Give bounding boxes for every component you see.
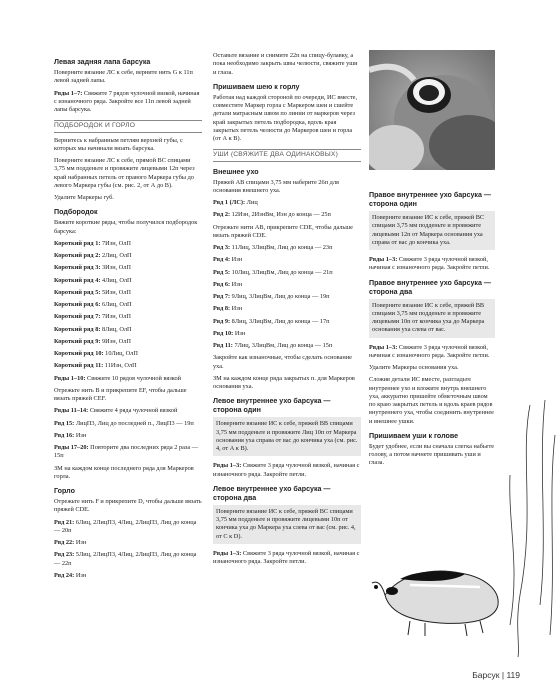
row-text: Свяжите 3 ряда чулочной вязкой, начиная с изнаночного ряда. Закройте петли. [213,462,360,478]
row-text: 7Изн, ОлП [100,239,131,247]
row-label: Короткий ряд 6: [54,301,101,308]
badger-photo [369,50,495,170]
row-label: Ряд 22: [54,539,75,546]
row-label: Короткий ряд 5: [54,288,101,296]
row-text: 12Изн, 2ИзнВм, Изн до конца — 25п [230,211,331,219]
row-label: Короткий ряд 1: [54,239,101,247]
row-instruction [213,462,361,479]
paragraph: Оставьте вязание и снимите 22п на спицу-булавку, а пока необходимо закрыть швы челюсти, свяжите уши и глаза. [213,52,358,76]
paragraph: Отрежьте нити АВ, прикрепите CDE, чтобы дальше вязать пряжей CDE. [213,223,353,239]
row-instruction [213,269,361,277]
subheading: Левое внутреннее ухо барсука — сторона один [213,397,331,415]
paragraph: ЗМ на каждом конце ряда закрытых п. для Маркеров основания уха. [213,374,355,390]
row-text: 9Изн, ОлП [100,337,131,345]
row-instruction [54,519,202,536]
row-label: Ряд 23: [54,551,75,559]
row-text: 5Лиц, 2ЛицП3, 4Лиц, 2ЛицП3, Лиц до конца — 22п [54,551,197,567]
paragraph: Будет удобнее, если вы сначала слегка набьете голову, а потом начнете пришивать уши и глаза. [369,442,495,467]
paragraph: Отрежьте нить B и прикрепите EF, чтобы дальше вязать пряжей CEF. [54,386,187,402]
row-text: 9Лиц, 3ЛицВм, Лиц до конца — 19п [230,293,330,300]
row-instruction [54,252,202,260]
row-text: Изн [230,305,243,313]
row-text: Изн [230,256,243,264]
paragraph: Поверните вязание ЛС к себе, прямой ВС спицами 3,75 мм подденьте и провяжите лицевыми 12п через край набранных петель от правого Маркера губы до левого Маркера губы (см. рис. 2, от А до В). [54,157,195,189]
row-label: Ряды 1–7: [54,89,83,97]
row-instruction [54,572,202,580]
row-text: 4Лиц, ОлП [100,276,132,284]
row-label: Ряд 3: [213,244,231,251]
row-instruction [54,301,202,309]
row-instruction [54,350,202,358]
row-instruction [54,277,202,285]
row-label: Ряды 11–14: [54,407,89,415]
row-text: 11Лиц, 3ЛицВм, Лиц до конца — 23п [230,244,333,251]
row-label: Ряд 9: [213,317,231,325]
row-instruction [213,256,361,264]
row-text: ЛицП3, Лиц до последней п., ЛицП3 — 19п [74,419,194,427]
paragraph: Вернитесь к набранным петлям верхней губы, с которых мы начинали вязать барсука. [54,136,183,152]
paragraph: Пряжей АВ спицами 3,75 мм наберите 26п для основания внешнего уха. [213,178,339,194]
row-text: 2Лиц, ОлП [100,252,132,259]
row-text: 6Лиц, 2ЛицП3, 4Лиц, 2ЛицП3, Лиц до конца — 20п [54,518,197,534]
row-instruction [213,244,361,252]
row-label: Ряд 10: [213,329,234,337]
row-text: 8Лиц, ОлП [100,325,132,333]
row-label: Короткий ряд 10: [54,350,104,357]
row-label: Ряд 21: [54,518,75,526]
row-text: Изн [233,329,246,337]
paragraph: Вяжите короткие ряды, чтобы получился подбородок барсука: [54,219,198,235]
row-text: Свяжите 3 ряда чулочной вязкой, начиная с изнаночного ряда. Закройте петли. [369,256,490,272]
row-text: 10Лиц, 3ЛицВм, Лиц до конца — 21п [230,268,333,276]
row-instruction [369,256,495,273]
instruction-box: Поверните вязание ИС к себе, пряжей ВВ спицами 3,75 мм подденьте и провяжите лицевыми 10п от кончика уха до Маркера основания уха слева от вас. [369,299,495,338]
column-middle [213,52,361,570]
row-text: 8Лиц, 3ЛицВм, Лиц до конца — 17п [230,317,330,325]
paragraph: Отрежьте нить F и прикрепите D, чтобы дальше вязать пряжей CDE. [54,498,202,514]
row-instruction [213,293,361,301]
row-text: Свяжите 3 ряда чулочной вязкой, начиная с изнаночного ряда. Закройте петли. [369,343,490,359]
subheading: Левая задняя лапа барсука [54,58,151,66]
row-label: Ряды 17–20: [54,444,89,451]
row-label: Ряд 11: [213,342,233,349]
row-instruction [54,362,202,370]
row-text: 7Лиц, 3ЛицВм, Лиц до конца — 15п [232,342,333,349]
row-label: Короткий ряд 11: [54,362,104,370]
badger-photo-image [369,50,495,170]
row-label: Короткий ряд 2: [54,252,101,259]
row-instruction [54,326,202,334]
row-instruction [213,550,361,567]
row-label: Ряды 1–3: [213,549,242,557]
column-left [54,52,202,584]
row-label: Короткий ряд 8: [54,325,101,333]
row-instruction [54,407,202,415]
subheading: Подбородок [54,208,98,217]
row-instruction [54,240,202,248]
subheading: Левое внутреннее ухо барсука — сторона два [213,484,331,502]
row-text: Свяжите 4 ряда чулочной вязкой [88,407,178,415]
subheading: Правое внутреннее ухо барсука — сторона два [369,278,491,296]
row-instruction [213,281,361,289]
row-text: Свяжите 10 рядов чулочной вязкой [85,374,182,382]
instruction-box: Поверните вязание ИС к себе, пряжей ВС спицами 3,75 мм подденьте и провяжите лицевыми 12п от Маркера основания уха справа от вас до кончика уха. [369,211,495,250]
row-label: Ряд 8: [213,305,231,313]
subheading: Пришиваем уши к голове [369,431,459,440]
row-label: Ряд 2: [213,211,231,219]
row-label: Ряд 6: [213,280,231,288]
row-instruction [54,551,202,568]
row-label: Ряды 1–3: [213,462,242,470]
row-text: 5Изн, ОлП [100,288,131,296]
row-text: Свяжите 3 ряда чулочной вязкой, начиная с изнаночного ряда. Закройте петли. [213,549,360,565]
row-label: Ряд 24: [54,571,75,579]
row-label: Ряд 5: [213,268,231,276]
row-label: Короткий ряд 7: [54,313,101,321]
row-text: Лиц [245,199,258,206]
row-label: Ряд 1 (ЛС): [213,199,246,206]
page-number: 119 [506,670,520,680]
row-text: 6Лиц, ОлП [100,301,132,308]
row-instruction [54,264,202,272]
row-instruction [54,432,202,440]
row-instruction [213,342,361,350]
row-instruction [54,313,202,321]
row-text: Свяжите 7 рядов чулочной вязкой, начиная с изнаночного ряда. Закройте все 11п левой задней лапы барсука. [54,89,200,113]
row-text: Повторите два последних ряда 2 раза — 15п [54,444,199,460]
row-instruction [54,539,202,547]
subheading: Внешнее ухо [213,167,259,176]
paragraph: ЗМ на каждом конце последнего ряда для Маркеров горла. [54,464,194,480]
row-instruction [54,90,202,115]
badger-sketch [370,395,560,660]
row-instruction [213,199,361,207]
row-label: Ряд 16: [54,431,75,439]
row-text: Изн [74,539,87,546]
row-label: Ряды 1–10: [54,374,86,382]
instruction-box: Поверните вязание ИС к себе, пряжей ВС спицами 3,75 мм подденьте и провяжите лицевыми 10п от кончика уха до Маркера уха слева от вас (см. рис. 4, от С к D). [213,505,361,544]
row-instruction [54,375,202,383]
paragraph: Поверните вязание ЛС к себе, верните нить G к 11п левой задней лапы. [54,69,193,85]
row-instruction [54,289,202,297]
row-instruction [54,338,202,346]
row-label: Ряд 15: [54,419,75,427]
paragraph: Работая над каждой стороной по очереди, ИС вместе, совместите Маркер горла с Маркером шеи и сшейте детали матрасным швом по линии от маркеров через край закрытых петель подбородка, вдоль края закрытых петель челюсти до Маркеров шеи и горла (от А к В). [213,93,358,142]
row-instruction [213,330,361,338]
page-footer [472,670,520,680]
section-heading: УШИ (СВЯЖИТЕ ДВА ОДИНАКОВЫХ) [213,149,361,161]
row-label: Ряд 4: [213,256,231,264]
row-text: Изн [74,431,87,439]
row-instruction [213,211,361,219]
subheading: Пришиваем шею к горлу [213,82,300,91]
row-text: Изн [74,571,87,579]
row-label: Ряды 1–3: [369,343,398,351]
row-text: 7Изн, ОлП [100,313,131,321]
paragraph: Сложив детали ИС вместе, разгладьте внутреннее ухо и вложите внутрь внешнего уха, аккуратно пришейте обметочным швом по краю закрытых петель и вдоль краев рядов внутреннего уха, чтобы соединить внутреннее и внешнее ушки. [369,376,494,425]
row-instruction [213,318,361,326]
row-label: Короткий ряд 4: [54,276,101,284]
row-label: Короткий ряд 9: [54,337,101,345]
subheading: Горло [54,487,75,495]
row-text: 10Лиц, ОлП [103,350,138,357]
footer-separator: | [501,670,505,680]
paragraph: Удалите Маркеры основания уха. [369,364,459,371]
row-text: Изн [230,280,243,288]
row-text: 11Изн, ОлП [103,362,137,370]
footer-title: Барсук [472,670,500,680]
row-instruction [54,420,202,428]
paragraph: Удалите Маркеры губ. [54,194,114,201]
row-label: Ряд 7: [213,293,231,300]
row-instruction [54,444,202,461]
section-heading: ПОДБОРОДОК И ГОРЛО [54,120,202,132]
instruction-box: Поверните вязание ИС к себе, пряжей ВВ спицами 3,75 мм подденьте и провяжите Лиц 10п от Маркера основания уха справа от вас до кончика уха (см. рис. 4, от А к В). [213,417,361,456]
row-instruction [369,344,495,361]
row-label: Ряды 1–3: [369,256,398,263]
row-text: 3Изн, ОлП [100,264,131,272]
row-label: Короткий ряд 3: [54,264,101,272]
paragraph: Закройте как изнаночные, чтобы сделать основание уха. [213,354,352,370]
subheading: Правое внутреннее ухо барсука — сторона один [369,191,491,208]
row-instruction [213,305,361,313]
